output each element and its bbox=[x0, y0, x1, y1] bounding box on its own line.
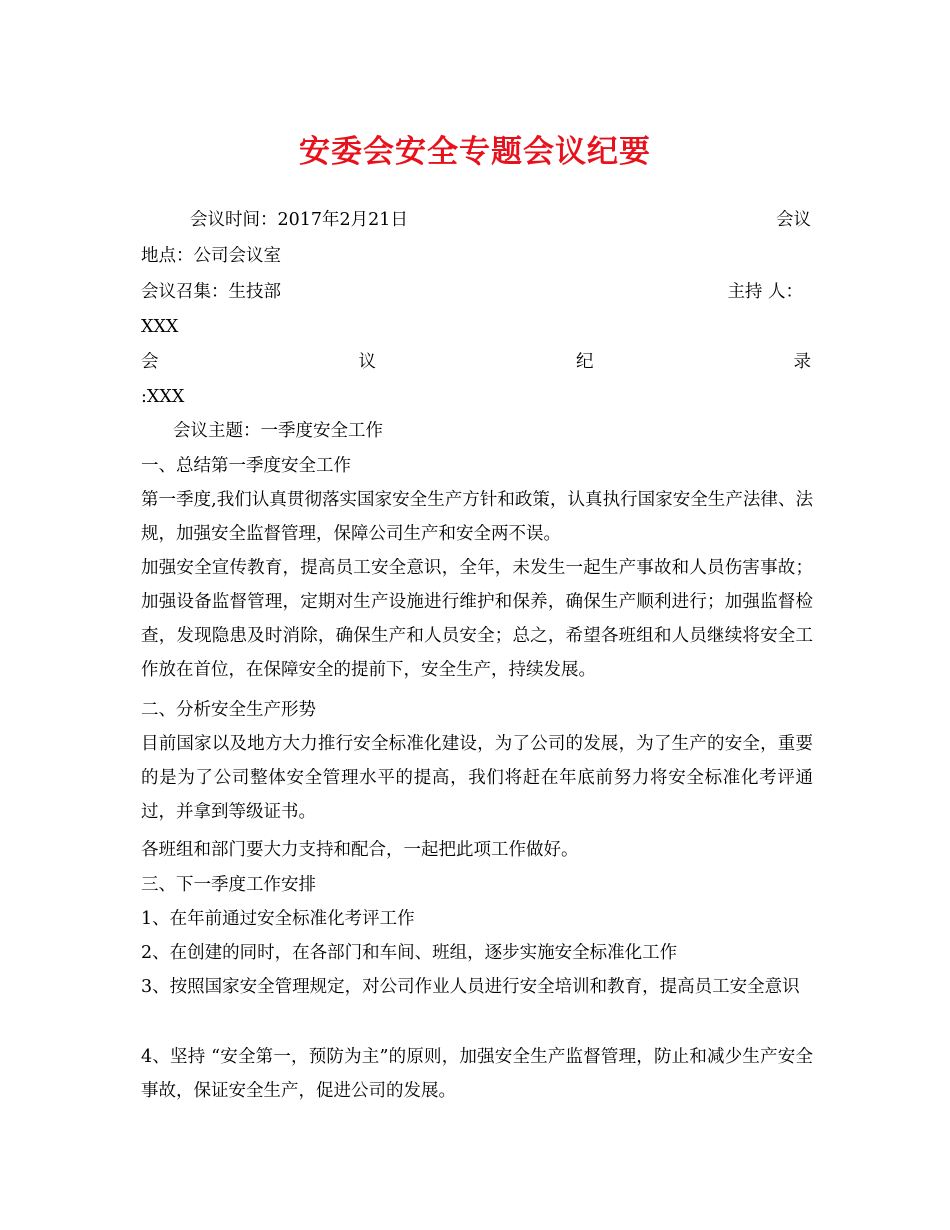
section-1-paragraph-2: 加强安全宣传教育，提高员工安全意识，全年，未发生一起生产事故和人员伤害事故；加强设备监督管理，定期对生产设施进行维护和保养，确保生产顺利进行；加强监督检查，发现隐患及时消除，确保生产和人员安全；总之，希望各班组和人员继续将安全工作放在首位，在保障安全的提前下，安全生产，持续发展。 bbox=[141, 558, 813, 680]
meeting-place-row bbox=[141, 239, 811, 273]
section-2-paragraph-1: 目前国家以及地方大力推行安全标准化建设，为了公司的发展，为了生产的安全，重要的是为了公司整体安全管理水平的提高，我们将赶在年底前努力将安全标准化考评通过，并拿到等级证书。 bbox=[141, 734, 813, 822]
section-3-heading-row bbox=[141, 868, 811, 902]
meeting-convener-row bbox=[141, 275, 811, 309]
section-2-heading-row bbox=[141, 693, 811, 727]
meeting-host-value: XXX bbox=[141, 317, 179, 337]
section-1-heading: 一、总结第一季度安全工作 bbox=[141, 456, 351, 476]
meeting-place: 地点：公司会议室 bbox=[141, 246, 281, 266]
section-2-paragraph-2: 各班组和部门要大力支持和配合，一起把此项工作做好。 bbox=[141, 840, 579, 860]
section-3-item-3: 3、按照国家安全管理规定，对公司作业人员进行安全培训和教育，提高员工安全意识 bbox=[141, 977, 800, 997]
section-2-heading: 二、分析安全生产形势 bbox=[141, 700, 316, 720]
meeting-recorder-row bbox=[141, 380, 811, 414]
meeting-host-label: 主持 人： bbox=[727, 282, 803, 302]
meeting-time: 会议时间：2017年2月21日 bbox=[190, 210, 408, 230]
meeting-topic: 会议主题：一季度安全工作 bbox=[173, 421, 383, 441]
meeting-convener: 会议召集：生技部 bbox=[141, 282, 281, 302]
meeting-recorder-value: :XXX bbox=[141, 387, 185, 407]
meeting-place-prefix: 会议 bbox=[776, 210, 811, 230]
section-3-heading: 三、下一季度工作安排 bbox=[141, 875, 316, 895]
section-1-paragraph-1: 第一季度,我们认真贯彻落实国家安全生产方针和政策，认真执行国家安全生产法律、法规，加强安全监督管理，保障公司生产和安全两不误。 bbox=[141, 490, 813, 544]
section-1-heading-row bbox=[141, 449, 811, 483]
meeting-recorder-label: 会 议 纪 录 bbox=[141, 352, 811, 372]
section-3-item-2: 2、在创建的同时，在各部门和车间、班组，逐步实施安全标准化工作 bbox=[141, 943, 678, 963]
document-title: 安委会安全专题会议纪要 bbox=[299, 134, 651, 170]
meeting-time-row bbox=[141, 203, 811, 237]
section-3-item-4: 4、坚持 “安全第一，预防为主”的原则，加强安全生产监督管理，防止和减少生产安全事故，保证安全生产，促进公司的发展。 bbox=[141, 1047, 813, 1101]
meeting-topic-row bbox=[141, 414, 811, 448]
section-3-item-1: 1、在年前通过安全标准化考评工作 bbox=[141, 909, 415, 929]
meeting-host-row bbox=[141, 310, 811, 344]
